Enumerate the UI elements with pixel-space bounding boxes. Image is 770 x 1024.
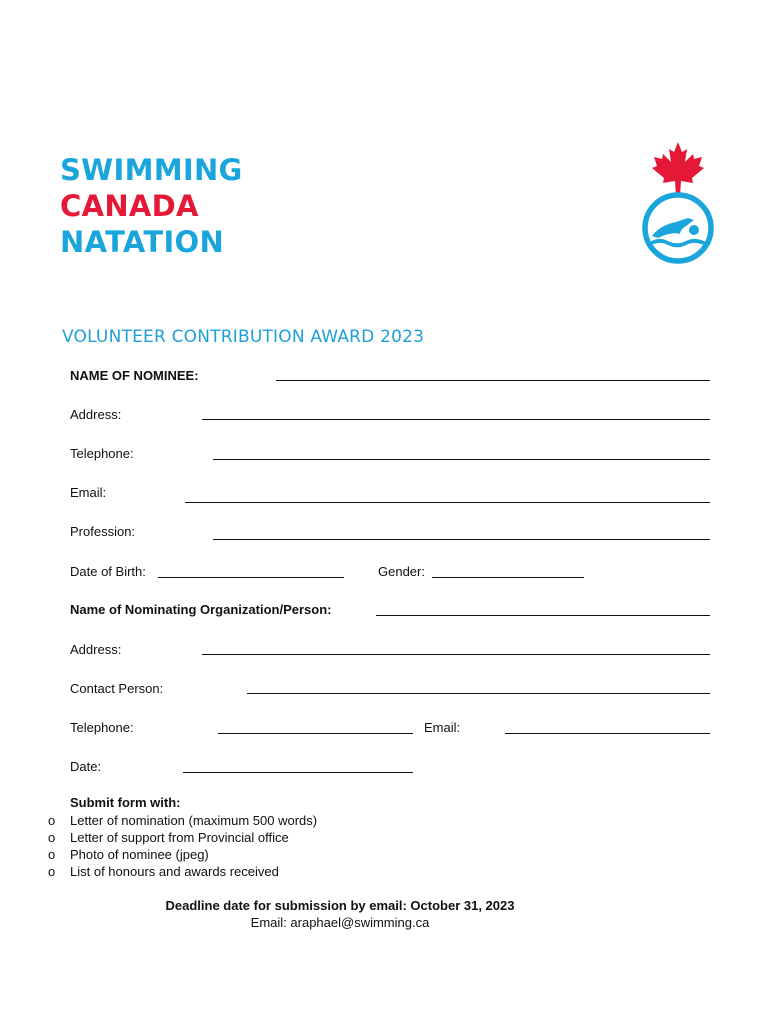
- contact-person-label: Contact Person:: [70, 681, 164, 696]
- date-field[interactable]: [183, 772, 413, 773]
- nominee-name-label: NAME OF NOMINEE:: [70, 368, 199, 383]
- nominator-name-field[interactable]: [376, 615, 710, 616]
- logo-line-canada: CANADA: [60, 189, 199, 223]
- swimmer-icon: [652, 218, 694, 238]
- list-item: o Letter of nomination (maximum 500 words): [48, 813, 318, 828]
- nominee-name-field[interactable]: [276, 380, 710, 381]
- nominee-telephone-label: Telephone:: [70, 446, 134, 461]
- nominee-dob-label: Date of Birth:: [70, 564, 146, 579]
- list-item: o Photo of nominee (jpeg): [48, 847, 209, 862]
- nominator-telephone-field[interactable]: [218, 733, 413, 734]
- list-item: o Letter of support from Provincial office: [48, 830, 289, 845]
- nominee-address-field[interactable]: [202, 419, 710, 420]
- nominator-email-field[interactable]: [505, 733, 710, 734]
- contact-person-field[interactable]: [247, 693, 710, 694]
- nominee-profession-field[interactable]: [213, 539, 710, 540]
- list-item: o List of honours and awards received: [48, 864, 279, 879]
- nominee-email-label: Email:: [70, 485, 107, 500]
- submission-email-text: Email: araphael@swimming.ca: [250, 915, 430, 930]
- nominee-gender-field[interactable]: [432, 577, 584, 578]
- bullet: o: [48, 864, 56, 879]
- nominee-email-field[interactable]: [185, 502, 710, 503]
- swimming-canada-logo-text: [60, 152, 243, 260]
- nominator-address-label: Address:: [70, 642, 122, 657]
- nominator-name-label: Name of Nominating Organization/Person:: [70, 602, 332, 617]
- deadline-text: Deadline date for submission by email: October 31, 2023: [165, 898, 515, 913]
- logo-line-natation: NATATION: [60, 225, 225, 259]
- bullet: o: [48, 830, 56, 845]
- page-title: VOLUNTEER CONTRIBUTION AWARD 2023: [62, 327, 425, 347]
- date-label: Date:: [70, 759, 102, 774]
- nominator-email-label: Email:: [424, 720, 461, 735]
- maple-leaf-swimmer-icon: [636, 140, 720, 268]
- nominator-address-field[interactable]: [202, 654, 710, 655]
- submit-heading: Submit form with:: [70, 795, 181, 810]
- bullet: o: [48, 847, 56, 862]
- nominee-profession-label: Profession:: [70, 524, 136, 539]
- submit-requirements-list: [48, 812, 317, 880]
- nominee-address-label: Address:: [70, 407, 122, 422]
- maple-leaf-icon: [652, 142, 704, 196]
- nominator-telephone-label: Telephone:: [70, 720, 134, 735]
- nominee-telephone-field[interactable]: [213, 459, 710, 460]
- nominee-dob-field[interactable]: [158, 577, 344, 578]
- bullet: o: [48, 813, 56, 828]
- nominee-gender-label: Gender:: [378, 564, 425, 579]
- logo-line-swimming: SWIMMING: [60, 153, 243, 187]
